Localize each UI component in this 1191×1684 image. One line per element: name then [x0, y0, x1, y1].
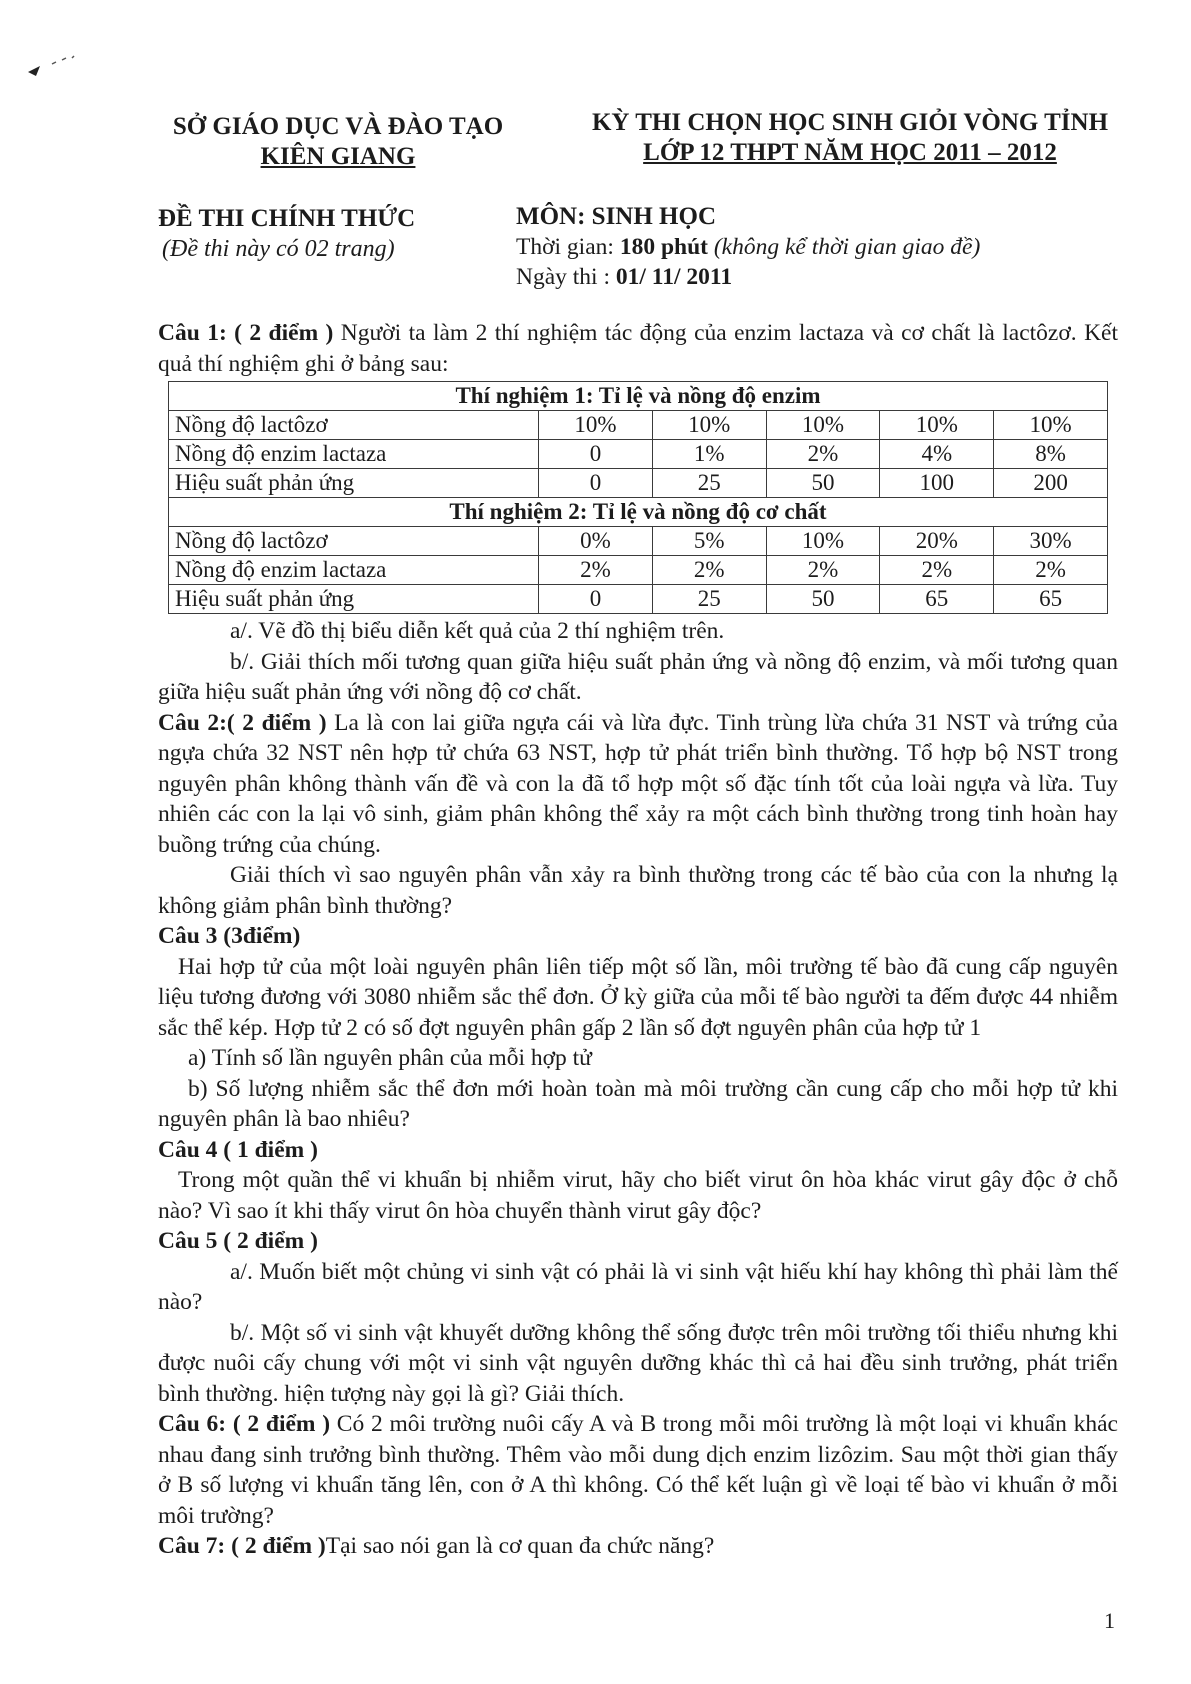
row-label: Nồng độ lactôzơ [169, 411, 539, 440]
question-5-label: Câu 5 ( 2 điểm ) [158, 1228, 318, 1254]
table-row [169, 469, 1108, 498]
table-cell: 65 [994, 585, 1108, 614]
pages-note: (Đề thi này có 02 trang) [162, 236, 395, 262]
table-cell: 10% [766, 527, 880, 556]
table-cell: 2% [766, 556, 880, 585]
table-cell: 100 [880, 469, 994, 498]
table-row [169, 585, 1108, 614]
exam-grade-year: LỚP 12 THPT NĂM HỌC 2011 – 2012 [643, 139, 1057, 166]
date-label: Ngày thi : [516, 264, 616, 290]
question-4-text: Trong một quần thể vi khuẩn bị nhiễm virut, hãy cho biết virut ôn hòa khác virut gây độc ở chỗ nào? Vì sao ít khi thấy virut ôn hòa chuyển thành virut gây độc? [158, 1167, 1118, 1224]
question-1-text: Người ta làm 2 thí nghiệm tác động của enzim lactaza và cơ chất là lactôzơ. Kết quả thí nghiệm ghi ở bảng sau: [158, 320, 1118, 377]
question-5-part-b: b/. Một số vi sinh vật khuyết dưỡng không thể sống được trên môi trường tối thiểu nhưng khi được nuôi cấy chung với một vi sinh vật nguyên dưỡng khác thì cả hai đều sinh trưởng, phát triển bình thường. hiện tượng này gọi là gì? Giải thích. [158, 1319, 1118, 1407]
exam-title: KỲ THI CHỌN HỌC SINH GIỎI VÒNG TỈNH [591, 109, 1109, 136]
time-value: 180 phút [619, 234, 708, 260]
exp1-title: Thí nghiệm 1: Tỉ lệ và nồng độ enzim [169, 382, 1108, 411]
time-note: (không kể thời gian giao đề) [707, 234, 981, 260]
question-1-label: Câu 1: ( 2 điểm ) [158, 320, 334, 346]
row-label: Hiệu suất phản ứng [169, 585, 539, 614]
question-2-ask: Giải thích vì sao nguyên phân vẫn xảy ra bình thường trong các tế bào của con la nhưng lạ không giảm phân bình thường? [158, 862, 1118, 919]
exam-body [158, 318, 1118, 1562]
table-cell: 0 [539, 440, 653, 469]
row-label: Nồng độ enzim lactaza [169, 556, 539, 585]
question-3-text: Hai hợp tử của một loài nguyên phân liên tiếp một số lần, môi trường tế bào đã cung cấp nguyên liệu tương đương với 3080 nhiễm sắc thể đơn. Ở kỳ giữa của mỗi tế bào người ta đếm được 44 nhiễm sắc thể kép. Hợp tử 2 có số đợt nguyên phân gấp 2 lần số đợt nguyên phân của hợp tử 1 [158, 953, 1118, 1041]
table-row [169, 527, 1108, 556]
question-7-label: Câu 7: ( 2 điểm ) [158, 1533, 326, 1559]
question-7-text: Tại sao nói gan là cơ quan đa chức năng? [325, 1533, 715, 1559]
table-cell: 0% [539, 527, 653, 556]
table-cell: 2% [539, 556, 653, 585]
question-1-part-b: b/. Giải thích mối tương quan giữa hiệu suất phản ứng và nồng độ enzim, và mối tương quan giữa hiệu suất phản ứng với nồng độ cơ chất. [158, 648, 1118, 705]
table-cell: 10% [880, 411, 994, 440]
table-cell: 8% [994, 440, 1108, 469]
table-cell: 5% [652, 527, 766, 556]
table-cell: 25 [652, 585, 766, 614]
date-value: 01/ 11/ 2011 [615, 264, 733, 290]
table-cell: 0 [539, 585, 653, 614]
time-line [516, 232, 980, 262]
table-cell: 25 [652, 469, 766, 498]
question-2 [158, 708, 1118, 861]
question-7 [158, 1531, 1118, 1562]
scan-mark-icon [22, 52, 112, 92]
table-cell: 2% [766, 440, 880, 469]
table-row [169, 556, 1108, 585]
department-header [158, 112, 518, 172]
subject-label: MÔN: SINH HỌC [516, 203, 716, 230]
table-cell: 10% [652, 411, 766, 440]
table-cell: 50 [766, 469, 880, 498]
exp2-title: Thí nghiệm 2: Tỉ lệ và nồng độ cơ chất [169, 498, 1108, 527]
question-2-label: Câu 2:( 2 điểm ) [158, 709, 327, 736]
subject-block [516, 202, 980, 292]
question-1-part-a: a/. Vẽ đồ thị biểu diễn kết quả của 2 thí nghiệm trên. [230, 618, 725, 644]
table-cell: 200 [994, 469, 1108, 498]
question-3-part-b: b) Số lượng nhiễm sắc thể đơn mới hoàn toàn mà môi trường cần cung cấp cho mỗi hợp tử khi nguyên phân là bao nhiêu? [158, 1075, 1118, 1132]
official-label: ĐỀ THI CHÍNH THỨC [158, 205, 416, 232]
row-label: Nồng độ lactôzơ [169, 527, 539, 556]
experiment-table [168, 381, 1108, 614]
row-label: Nồng độ enzim lactaza [169, 440, 539, 469]
official-block [158, 204, 415, 264]
table-cell: 1% [652, 440, 766, 469]
question-5-part-a: a/. Muốn biết một chủng vi sinh vật có phải là vi sinh vật hiếu khí hay không thì phải làm thế nào? [158, 1258, 1118, 1315]
question-6-text: Có 2 môi trường nuôi cấy A và B trong mỗi môi trường là một loại vi khuẩn khác nhau đang sinh trưởng bình thường. Thêm vào mỗi dung dịch enzim lizôzim. Sau một thời gian thấy ở B số lượng vi khuẩn tăng lên, con ở A thì không. Có thể kết luận gì về loại tế bào vi khuẩn ở mỗi môi trường? [158, 1411, 1118, 1529]
exp1-title-row [169, 382, 1108, 411]
question-6-label: Câu 6: ( 2 điểm ) [158, 1411, 331, 1437]
table-cell: 65 [880, 585, 994, 614]
table-cell: 2% [652, 556, 766, 585]
time-label: Thời gian: [516, 234, 620, 260]
question-2-text: La là con lai giữa ngựa cái và lừa đực. Tinh trùng lừa chứa 31 NST và trứng của ngựa chứa 32 NST nên hợp tử chứa 63 NST, hợp tử phát triển bình thường. Tổ hợp bộ NST trong nguyên phân không thành vấn đề và con la đã tổ hợp một số đặc tính tốt của loài ngựa và lừa. Tuy nhiên các con la lại vô sinh, giảm phân không thể xảy ra một cách bình thường trong tinh hoàn hay buồng trứng của chúng. [158, 709, 1118, 858]
date-line [516, 262, 980, 292]
exam-header [555, 108, 1145, 168]
table-cell: 10% [766, 411, 880, 440]
table-cell: 10% [994, 411, 1108, 440]
table-cell: 0 [539, 469, 653, 498]
exp2-title-row [169, 498, 1108, 527]
page-number: 1 [1104, 1608, 1115, 1633]
question-4-label: Câu 4 ( 1 điểm ) [158, 1136, 318, 1163]
department-name: SỞ GIÁO DỤC VÀ ĐÀO TẠO [172, 113, 504, 140]
table-row [169, 411, 1108, 440]
row-label: Hiệu suất phản ứng [169, 469, 539, 498]
question-3-label: Câu 3 (3điểm) [158, 923, 301, 949]
question-6 [158, 1409, 1118, 1531]
table-row [169, 440, 1108, 469]
table-cell: 2% [880, 556, 994, 585]
table-cell: 50 [766, 585, 880, 614]
province-name: KIÊN GIANG [260, 143, 416, 170]
table-cell: 30% [994, 527, 1108, 556]
question-1 [158, 318, 1118, 379]
table-cell: 4% [880, 440, 994, 469]
question-3-part-a: a) Tính số lần nguyên phân của mỗi hợp tử [188, 1045, 592, 1071]
table-cell: 10% [539, 411, 653, 440]
table-cell: 2% [994, 556, 1108, 585]
table-cell: 20% [880, 527, 994, 556]
